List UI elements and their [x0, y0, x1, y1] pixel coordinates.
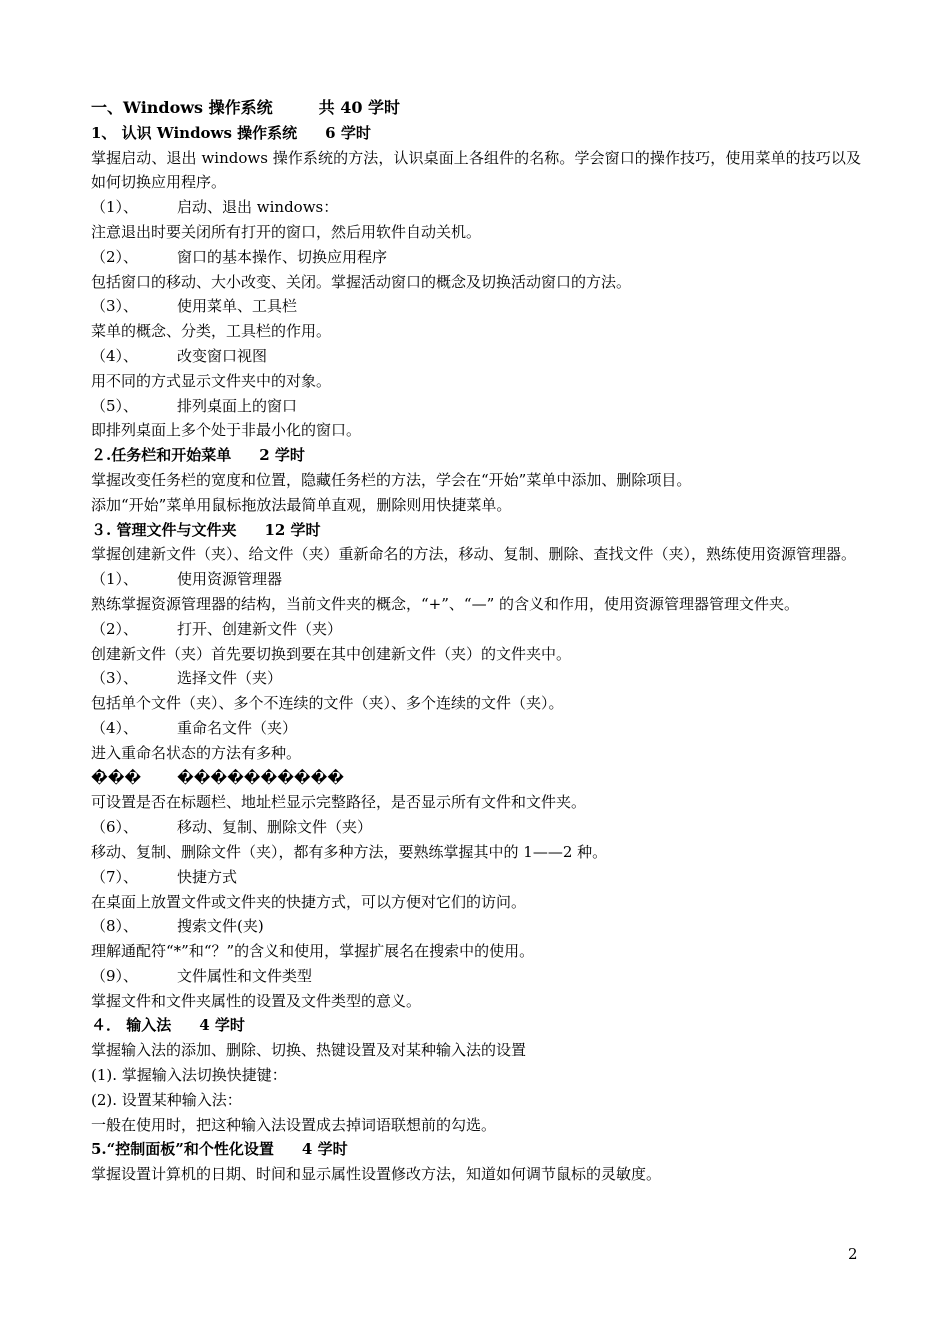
subsection-title: 排列桌面上的窗口 [177, 396, 298, 415]
subsection-number: （5）、 [91, 396, 139, 415]
body-paragraph: (2). 设置某种输入法： [91, 1090, 242, 1109]
body-paragraph: 掌握设置计算机的日期、时间和显示属性设置修改方法，知道如何调节鼠标的灵敏度。 [91, 1165, 662, 1184]
section-title: ２.任务栏和开始菜单 [91, 446, 232, 465]
section-heading [91, 518, 861, 543]
body-paragraph: 注意退出时要关闭所有打开的窗口，然后用软件自动关机。 [91, 222, 482, 241]
body-paragraph: 掌握输入法的添加、删除、切换、热键设置及对某种输入法的设置 [91, 1041, 527, 1060]
body-paragraph: 包括窗口的移动、大小改变、关闭。掌握活动窗口的概念及切换活动窗口的方法。 [91, 272, 632, 291]
body-paragraph: 理解通配符“*”和“？”的含义和使用，掌握扩展名在搜索中的使用。 [91, 942, 535, 961]
body-paragraph: 移动、复制、删除文件（夹），都有多种方法，要熟练掌握其中的 1——2 种。 [91, 842, 608, 861]
section-hours: 4 学时 [301, 1140, 348, 1159]
subsection-number: （1）、 [91, 198, 139, 217]
subsection-title: 改变窗口视图 [177, 346, 268, 365]
subsection-title: 使用菜单、工具栏 [177, 297, 298, 316]
subsection-title: 重命名文件（夹） [177, 718, 298, 737]
subsection-heading [91, 865, 861, 890]
chapter-title: 一、Windows 操作系统 [91, 98, 273, 117]
body-paragraph: 用不同的方式显示文件夹中的对象。 [91, 371, 332, 390]
subsection-heading [91, 617, 861, 642]
subsection-title: 文件属性和文件类型 [177, 966, 313, 985]
subsection-heading [91, 914, 861, 939]
body-paragraph: 熟练掌握资源管理器的结构，当前文件夹的概念，“+”、“—” 的含义和作用，使用资源管理器管理文件夹。 [91, 594, 800, 613]
body-paragraph: 掌握启动、退出 windows 操作系统的方法，认识桌面上各组件的名称。学会窗口的操作技巧，使用菜单的技巧以及如何切换应用程序。 [91, 148, 861, 192]
subsection-number: （6）、 [91, 818, 139, 837]
body-paragraph: 创建新文件（夹）首先要切换到要在其中创建新文件（夹）的文件夹中。 [91, 644, 572, 663]
section-hours: 6 学时 [325, 123, 371, 142]
body-paragraph: 进入重命名状态的方法有多种。 [91, 743, 302, 762]
subsection-heading [91, 344, 861, 369]
section-heading [91, 1013, 861, 1038]
body-paragraph: 菜单的概念、分类，工具栏的作用。 [91, 322, 332, 341]
body-paragraph: 掌握改变任务栏的宽度和位置，隐藏任务栏的方法，学会在“开始”菜单中添加、删除项目。 [91, 470, 692, 489]
subsection-number: （8）、 [91, 917, 139, 936]
subsection-heading [91, 666, 861, 691]
subsection-number: （2）、 [91, 247, 139, 266]
subsection-number: （3）、 [91, 297, 139, 316]
subsection-number: �̀�� [91, 768, 142, 787]
subsection-title: 窗口的基本操作、切换应用程序 [177, 247, 388, 266]
document-body [91, 96, 861, 1187]
section-title: 1、 认识 Windows 操作系统 [91, 123, 298, 142]
subsection-title: 选择文件（夹） [177, 669, 283, 688]
section-heading [91, 121, 861, 146]
subsection-heading [91, 294, 861, 319]
subsection-heading [91, 245, 861, 270]
body-paragraph: 添加“开始”菜单用鼠标拖放法最简单直观，删除则用快捷菜单。 [91, 495, 512, 514]
subsection-heading [91, 567, 861, 592]
section-heading [91, 1137, 861, 1162]
subsection-number: （4）、 [91, 346, 139, 365]
body-paragraph: 掌握文件和文件夹属性的设置及文件类型的意义。 [91, 991, 422, 1010]
section-heading [91, 443, 861, 468]
body-paragraph: 可设置是否在标题栏、地址栏显示完整路径，是否显示所有文件和文件夹。 [91, 793, 587, 812]
subsection-number: （4）、 [91, 718, 139, 737]
subsection-heading [91, 964, 861, 989]
page-number: 2 [848, 1245, 858, 1263]
subsection-number: （1）、 [91, 570, 139, 589]
subsection-number: （3）、 [91, 669, 139, 688]
body-paragraph: (1). 掌握输入法切换快捷键： [91, 1066, 287, 1085]
section-title: ４． 输入法 [91, 1016, 172, 1035]
subsection-heading [91, 815, 861, 840]
chapter-heading [91, 96, 861, 121]
subsection-heading [91, 394, 861, 419]
body-paragraph: 一般在使用时，把这种输入法设置成去掉词语联想前的勾选。 [91, 1115, 497, 1134]
section-hours: 4 学时 [199, 1016, 245, 1035]
body-paragraph: 掌握创建新文件（夹）、给文件（夹）重新命名的方法，移动、复制、删除、查找文件（夹），熟练使用资源管理器。 [91, 545, 857, 564]
subsection-heading [91, 716, 861, 741]
subsection-number: （9）、 [91, 966, 139, 985]
subsection-title: 打开、创建新文件（夹） [177, 619, 343, 638]
chapter-hours: 共 40 学时 [318, 98, 401, 117]
subsection-heading [91, 766, 861, 791]
subsection-title: 快捷方式 [177, 867, 238, 886]
subsection-title: 移动、复制、删除文件（夹） [177, 818, 373, 837]
section-hours: 12 学时 [264, 520, 321, 539]
subsection-title: ���������� [177, 768, 344, 787]
body-paragraph: 即排列桌面上多个处于非最小化的窗口。 [91, 421, 362, 440]
subsection-number: （2）、 [91, 619, 139, 638]
body-paragraph: 包括单个文件（夹）、多个不连续的文件（夹）、多个连续的文件（夹）。 [91, 694, 564, 713]
body-paragraph: 在桌面上放置文件或文件夹的快捷方式，可以方便对它们的访问。 [91, 892, 527, 911]
subsection-number: （7）、 [91, 867, 139, 886]
subsection-title: 使用资源管理器 [177, 570, 283, 589]
section-title: 5.“控制面板”和个性化设置 [91, 1140, 274, 1159]
subsection-title: 搜索文件(夹) [177, 917, 264, 936]
subsection-heading [91, 195, 861, 220]
section-hours: 2 学时 [259, 446, 305, 465]
subsection-title: 启动、退出 windows： [177, 198, 339, 217]
section-title: ３. 管理文件与文件夹 [91, 520, 237, 539]
